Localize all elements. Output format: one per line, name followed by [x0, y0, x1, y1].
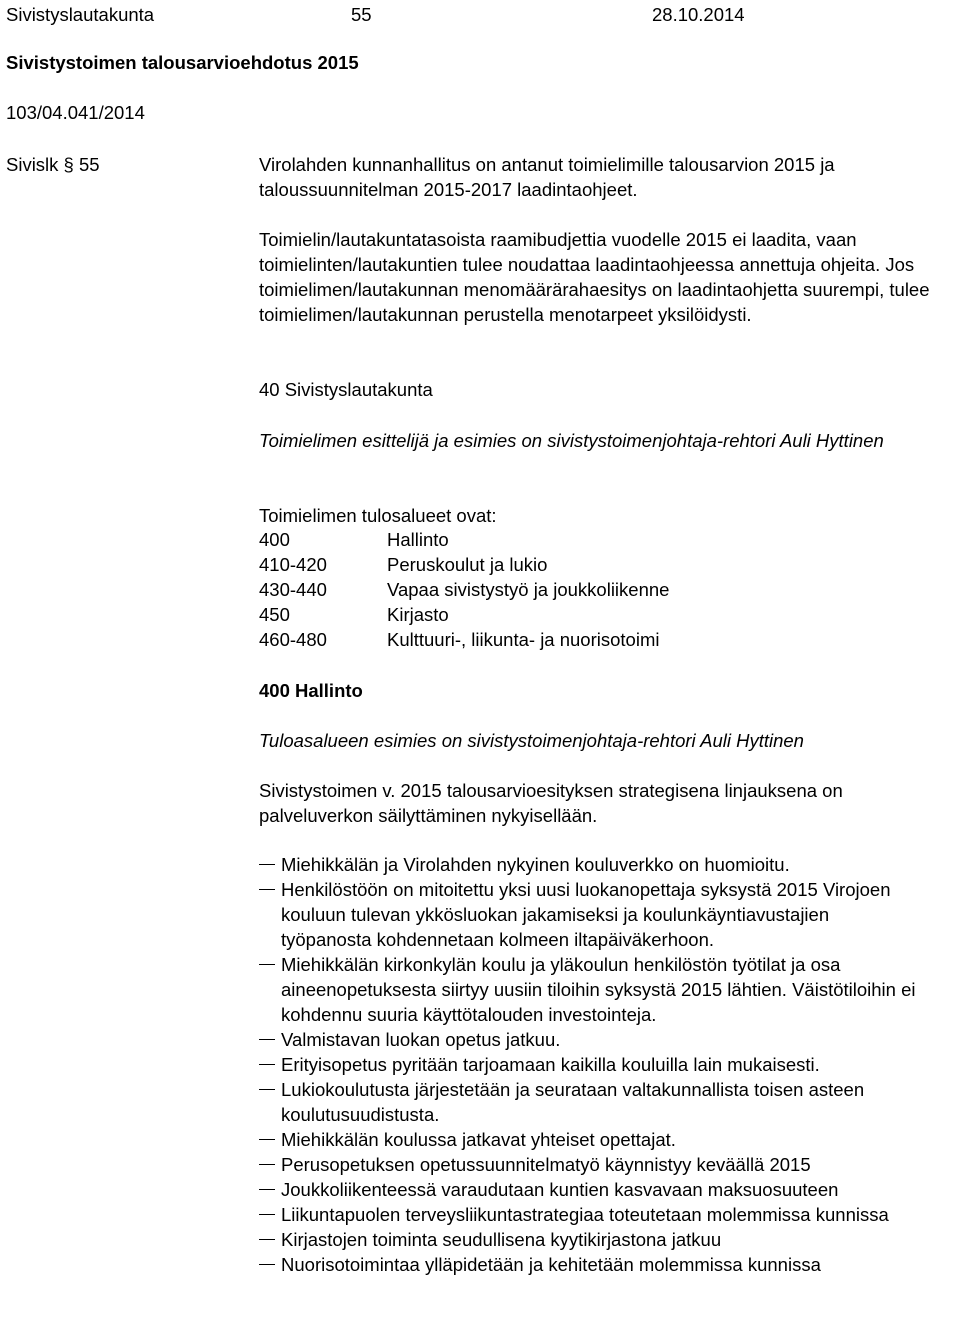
unit-name: Vapaa sivistystyö ja joukkoliikenne [387, 579, 670, 600]
dash-bullet-icon [259, 1139, 275, 1140]
dash-bullet-icon [259, 1189, 275, 1190]
list-item: Liikuntapuolen terveysliikuntastrategiaa toteutetaan molemmissa kunnissa [259, 1202, 959, 1227]
list-item: Miehikkälän koulussa jatkavat yhteiset opettajat. [259, 1127, 959, 1152]
list-item: Perusopetuksen opetussuunnitelmatyö käynnistyy keväällä 2015 [259, 1152, 959, 1177]
unit-code: 450 [259, 604, 290, 625]
bullet-list [259, 852, 959, 1277]
hallinto-heading: 400 Hallinto [259, 680, 363, 701]
budget-paragraph: Toimielin/lautakuntatasoista raamibudjettia vuodelle 2015 ei laadita, vaan toimielinten/lautakuntien tulee noudattaa laadintaohjeessa annettuja ohjeita. Jos toimielimen/lautakunnan menomäärärahaesitys on laadintaohjetta suurempi, tulee toimielimen/lautakunnan perustella menotarpeet yksilöidysti. [259, 229, 930, 325]
section-number: 55 [351, 4, 372, 25]
unit-name: Kulttuuri-, liikunta- ja nuorisotoimi [387, 629, 660, 650]
reference-number: 103/04.041/2014 [6, 102, 145, 123]
meeting-date: 28.10.2014 [652, 4, 745, 25]
supervisor-note: Tuloasalueen esimies on sivistystoimenjohtaja-rehtori Auli Hyttinen [259, 730, 804, 751]
list-item: Valmistavan luokan opetus jatkuu. [259, 1027, 959, 1052]
unit-name: Peruskoulut ja lukio [387, 554, 548, 575]
dash-bullet-icon [259, 889, 275, 890]
unit-code: 460-480 [259, 629, 327, 650]
section-label: Sivislk § 55 [6, 154, 100, 175]
strategy-paragraph: Sivistystoimen v. 2015 talousarvioesityksen strategisena linjauksena on palveluverkon säilyttäminen nykyisellään. [259, 780, 843, 826]
units-intro: Toimielimen tulosalueet ovat: [259, 505, 497, 526]
dash-bullet-icon [259, 864, 275, 865]
list-item: Erityisopetus pyritään tarjoamaan kaikilla kouluilla lain mukaisesti. [259, 1052, 959, 1077]
list-item: Miehikkälän kirkonkylän koulu ja yläkoulun henkilöstön työtilat ja osa aineenopetuksesta siirtyy uusiin tiloihin syksystä 2015 lähtien. Väistötiloihin ei kohdennu suuria käyttötalouden investointeja. [259, 952, 959, 1027]
unit-name: Kirjasto [387, 604, 449, 625]
list-item: Lukiokoulutusta järjestetään ja seurataan valtakunnallista toisen asteen koulutusuudistusta. [259, 1077, 959, 1127]
list-item: Henkilöstöön on mitoitettu yksi uusi luokanopettaja syksystä 2015 Virojoen kouluun tulevan ykkösluokan jakamiseksi ja koulunkäyntiavustajien työpanosta kohdennetaan kolmeen iltapäiväkerhoon. [259, 877, 959, 952]
dash-bullet-icon [259, 1039, 275, 1040]
dash-bullet-icon [259, 1089, 275, 1090]
list-item: Joukkoliikenteessä varaudutaan kuntien kasvavaan maksuosuuteen [259, 1177, 959, 1202]
unit-name: Hallinto [387, 529, 449, 550]
dash-bullet-icon [259, 1164, 275, 1165]
dash-bullet-icon [259, 964, 275, 965]
dash-bullet-icon [259, 1264, 275, 1265]
intro-paragraph: Virolahden kunnanhallitus on antanut toimielimille talousarvion 2015 ja taloussuunnitelman 2015-2017 laadintaohjeet. [259, 154, 835, 200]
list-item: Nuorisotoimintaa ylläpidetään ja kehitetään molemmissa kunnissa [259, 1252, 959, 1277]
committee-name: Sivistyslautakunta [6, 4, 155, 25]
list-item: Miehikkälän ja Virolahden nykyinen kouluverkko on huomioitu. [259, 852, 959, 877]
presenter-note: Toimielimen esittelijä ja esimies on sivistystoimenjohtaja-rehtori Auli Hyttinen [259, 430, 884, 451]
dash-bullet-icon [259, 1064, 275, 1065]
committee-heading: 40 Sivistyslautakunta [259, 379, 433, 400]
unit-code: 400 [259, 529, 290, 550]
unit-code: 410-420 [259, 554, 327, 575]
dash-bullet-icon [259, 1214, 275, 1215]
dash-bullet-icon [259, 1239, 275, 1240]
unit-code: 430-440 [259, 579, 327, 600]
document-title: Sivistystoimen talousarvioehdotus 2015 [6, 52, 359, 73]
list-item: Kirjastojen toiminta seudullisena kyytikirjastona jatkuu [259, 1227, 959, 1252]
